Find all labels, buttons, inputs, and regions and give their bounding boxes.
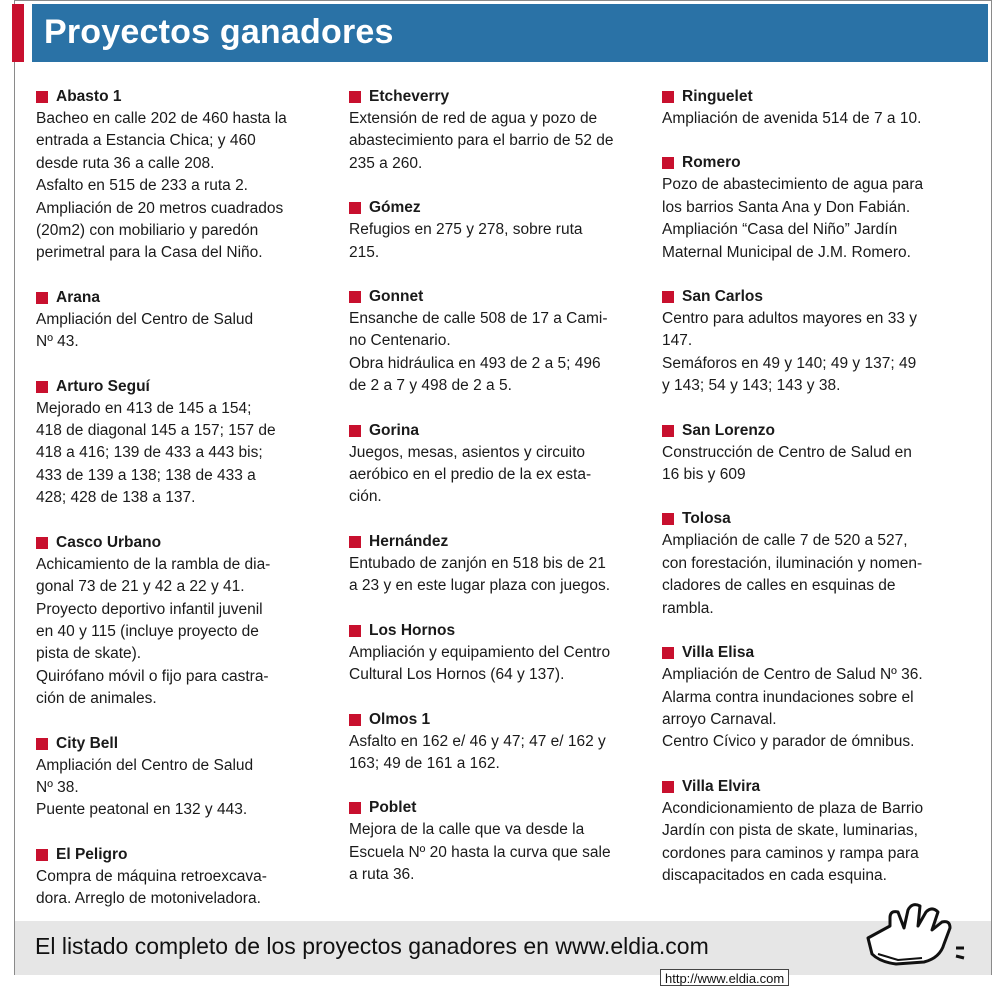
entry-abasto-1: [36, 86, 336, 265]
red-square-icon: [349, 802, 361, 814]
red-square-icon: [662, 513, 674, 525]
entry-text-line: 16 bis y 609: [662, 466, 746, 484]
entry-heading: [349, 531, 649, 553]
entry-text-line: Ampliación y equipamiento del Centro: [349, 643, 611, 661]
entry-poblet: [349, 797, 649, 886]
header: [0, 4, 990, 62]
entry-heading: [349, 86, 649, 108]
entry-arturo-segui: [36, 376, 336, 510]
entry-heading: [36, 844, 336, 866]
url-tooltip: http://www.eldia.com: [660, 969, 789, 986]
entry-text-line: 418 a 416; 139 de 433 a 443 bis;: [36, 444, 263, 462]
entry-text-line: Semáforos en 49 y 140; 49 y 137; 49: [662, 354, 917, 372]
entry-text-line: Proyecto deportivo infantil juvenil: [36, 600, 263, 618]
entry-heading: [36, 376, 336, 398]
entry-heading: [36, 532, 336, 554]
red-square-icon: [349, 714, 361, 726]
entry-text-line: Mejorado en 413 de 145 a 154;: [36, 399, 252, 417]
entry-text-line: ción.: [349, 488, 382, 506]
entry-text-line: discapacitados en cada esquina.: [662, 866, 887, 884]
entry-text-line: Ampliación de avenida 514 de 7 a 10.: [662, 110, 922, 127]
red-square-icon: [36, 738, 48, 750]
entry-ringuelet: [662, 86, 962, 130]
entry-text-line: Ampliación “Casa del Niño” Jardín: [662, 221, 898, 239]
entry-title: City Bell: [56, 734, 119, 752]
entry-text-line: de 2 a 7 y 498 de 2 a 5.: [349, 377, 512, 395]
entry-title: Hernández: [369, 532, 449, 550]
entry-title: San Lorenzo: [682, 421, 776, 439]
entry-text-line: Asfalto en 515 de 233 a ruta 2.: [36, 177, 248, 195]
entry-heading: [662, 86, 962, 108]
entry-text-line: a ruta 36.: [349, 866, 415, 884]
entry-san-carlos: [662, 286, 962, 398]
entry-title: Villa Elisa: [682, 644, 755, 662]
entry-text-line: Puente peatonal en 132 y 443.: [36, 801, 248, 819]
entry-city-bell: [36, 733, 336, 822]
entry-text-line: 163; 49 de 161 a 162.: [349, 754, 500, 772]
entry-text-line: Refugios en 275 y 278, sobre ruta: [349, 221, 583, 239]
entry-los-hornos: [349, 620, 649, 687]
red-square-icon: [349, 536, 361, 548]
entry-hernandez: [349, 531, 649, 598]
entry-heading: [36, 733, 336, 755]
entry-etcheverry: [349, 86, 649, 175]
entry-san-lorenzo: [662, 420, 962, 487]
entry-title: Gonnet: [369, 288, 424, 306]
entry-text-line: Bacheo en calle 202 de 460 hasta la: [36, 110, 287, 127]
entry-text-line: Ampliación del Centro de Salud: [36, 756, 254, 774]
entry-olmos-1: [349, 709, 649, 776]
entry-text-line: ción de animales.: [36, 690, 157, 708]
entry-gomez: [349, 197, 649, 264]
red-square-icon: [349, 291, 361, 303]
entry-text-line: Nº 43.: [36, 333, 79, 351]
red-square-icon: [36, 381, 48, 393]
entry-heading: [349, 286, 649, 308]
entry-text-line: Nº 38.: [36, 778, 79, 796]
hand-pointer-icon: [860, 898, 970, 970]
entry-text-line: gonal 73 de 21 y 42 a 22 y 41.: [36, 578, 245, 596]
entry-text-line: Centro Cívico y parador de ómnibus.: [662, 733, 915, 751]
entry-text-line: con forestación, iluminación y nomen-: [662, 554, 923, 572]
entry-text-line: Ampliación de Centro de Salud Nº 36.: [662, 666, 923, 684]
entry-text-line: cladores de calles en esquinas de: [662, 577, 896, 595]
entry-gonnet: [349, 286, 649, 398]
entry-text-line: Jardín con pista de skate, luminarias,: [662, 822, 918, 840]
entry-text-line: 418 de diagonal 145 a 157; 157 de: [36, 422, 276, 440]
red-square-icon: [36, 849, 48, 861]
footer-banner[interactable]: [15, 921, 991, 975]
entry-text-line: no Centenario.: [349, 332, 451, 350]
red-square-icon: [662, 647, 674, 659]
entry-title: El Peligro: [56, 845, 128, 863]
column-3: [662, 86, 962, 909]
red-square-icon: [662, 425, 674, 437]
entry-title: Etcheverry: [369, 88, 450, 105]
red-square-icon: [662, 781, 674, 793]
entry-text-line: cordones para caminos y rampa para: [662, 844, 919, 862]
entry-arana: [36, 287, 336, 354]
entry-heading: [662, 508, 962, 530]
red-square-icon: [662, 291, 674, 303]
red-square-icon: [349, 91, 361, 103]
entry-text-line: Maternal Municipal de J.M. Romero.: [662, 243, 911, 261]
entry-heading: [662, 642, 962, 664]
entry-text-line: Pozo de abastecimiento de agua para: [662, 176, 924, 194]
entry-text-line: en 40 y 115 (incluye proyecto de: [36, 622, 259, 640]
entry-text-line: a 23 y en este lugar plaza con juegos.: [349, 577, 611, 595]
footer-link-text[interactable]: El listado completo de los proyectos ganadores en www.eldia.com: [35, 933, 709, 959]
entry-heading: [36, 86, 336, 108]
entry-text-line: arroyo Carnaval.: [662, 710, 777, 728]
entry-text-line: Quirófano móvil o fijo para castra-: [36, 667, 269, 685]
entry-text-line: perimetral para la Casa del Niño.: [36, 244, 263, 262]
entry-heading: [662, 420, 962, 442]
entry-text-line: Obra hidráulica en 493 de 2 a 5; 496: [349, 354, 601, 372]
entry-text-line: 147.: [662, 332, 693, 350]
entry-text-line: 428; 428 de 138 a 137.: [36, 489, 196, 507]
entry-title: Casco Urbano: [56, 533, 162, 551]
entry-title: Villa Elvira: [682, 777, 761, 795]
entry-text-line: 215.: [349, 243, 380, 261]
entry-text-line: (20m2) con mobiliario y paredón: [36, 222, 259, 240]
entry-title: Abasto 1: [56, 88, 122, 105]
entry-text-line: Entubado de zanjón en 518 bis de 21: [349, 554, 606, 572]
entry-tolosa: [662, 508, 962, 620]
entry-title: Arana: [56, 288, 100, 306]
entry-text-line: Construcción de Centro de Salud en: [662, 443, 912, 461]
column-2: [349, 86, 649, 909]
entry-title: San Carlos: [682, 288, 763, 306]
entry-heading: [662, 152, 962, 174]
red-square-icon: [349, 202, 361, 214]
entry-text-line: Alarma contra inundaciones sobre el: [662, 688, 914, 706]
red-square-icon: [36, 292, 48, 304]
entry-text-line: desde ruta 36 a calle 208.: [36, 154, 215, 172]
entry-text-line: los barrios Santa Ana y Don Fabián.: [662, 198, 911, 216]
red-square-icon: [36, 537, 48, 549]
entry-gorina: [349, 420, 649, 509]
entry-title: Poblet: [369, 799, 417, 817]
entry-heading: [349, 620, 649, 642]
entry-text-line: 433 de 139 a 138; 138 de 433 a: [36, 466, 256, 484]
page-title: Proyectos ganadores: [44, 13, 394, 51]
entry-villa-elvira: [662, 776, 962, 888]
entry-text-line: Ampliación de calle 7 de 520 a 527,: [662, 532, 908, 550]
entry-text-line: Cultural Los Hornos (64 y 137).: [349, 666, 565, 684]
entry-text-line: Mejora de la calle que va desde la: [349, 821, 585, 839]
entry-text-line: 235 a 260.: [349, 154, 423, 172]
entry-title: Gorina: [369, 421, 419, 439]
entry-text-line: entrada a Estancia Chica; y 460: [36, 132, 256, 150]
entry-text-line: aeróbico en el predio de la ex esta-: [349, 466, 592, 484]
entry-text-line: Asfalto en 162 e/ 46 y 47; 47 e/ 162 y: [349, 732, 606, 750]
entry-text-line: Ampliación del Centro de Salud: [36, 310, 254, 328]
red-square-icon: [349, 425, 361, 437]
entry-title: Tolosa: [682, 510, 731, 528]
entry-heading: [349, 797, 649, 819]
entry-text-line: Escuela Nº 20 hasta la curva que sale: [349, 843, 611, 861]
entry-romero: [662, 152, 962, 264]
entry-title: Gómez: [369, 199, 421, 217]
entry-villa-elisa: [662, 642, 962, 754]
entry-heading: [662, 286, 962, 308]
entry-text-line: rambla.: [662, 599, 714, 617]
entry-title: Arturo Seguí: [56, 377, 150, 395]
entry-text-line: Extensión de red de agua y pozo de: [349, 110, 598, 127]
red-square-icon: [36, 91, 48, 103]
entry-heading: [349, 420, 649, 442]
entry-heading: [662, 776, 962, 798]
entry-text-line: Compra de máquina retroexcava-: [36, 867, 267, 885]
entry-text-line: Ampliación de 20 metros cuadrados: [36, 199, 284, 217]
entry-casco-urbano: [36, 532, 336, 711]
entry-title: Los Hornos: [369, 621, 456, 639]
entry-text-line: Centro para adultos mayores en 33 y: [662, 310, 918, 328]
entry-text-line: Acondicionamiento de plaza de Barrio: [662, 799, 924, 817]
entry-text-line: abastecimiento para el barrio de 52 de: [349, 132, 614, 150]
entry-text-line: dora. Arreglo de motoniveladora.: [36, 890, 261, 908]
entry-text-line: y 143; 54 y 143; 143 y 38.: [662, 377, 841, 395]
red-square-icon: [349, 625, 361, 637]
entry-title: Romero: [682, 154, 741, 172]
entry-text-line: Ensanche de calle 508 de 17 a Cami-: [349, 310, 608, 328]
column-1: [36, 86, 336, 933]
entry-text-line: pista de skate).: [36, 645, 142, 663]
red-square-icon: [662, 91, 674, 103]
red-square-icon: [662, 157, 674, 169]
entry-heading: [36, 287, 336, 309]
entry-el-peligro: [36, 844, 336, 911]
entry-heading: [349, 197, 649, 219]
header-accent-bar: [12, 4, 24, 62]
entry-heading: [349, 709, 649, 731]
entry-title: Ringuelet: [682, 88, 753, 105]
entry-text-line: Achicamiento de la rambla de dia-: [36, 555, 271, 573]
entry-title: Olmos 1: [369, 710, 431, 728]
entry-text-line: Juegos, mesas, asientos y circuito: [349, 443, 586, 461]
